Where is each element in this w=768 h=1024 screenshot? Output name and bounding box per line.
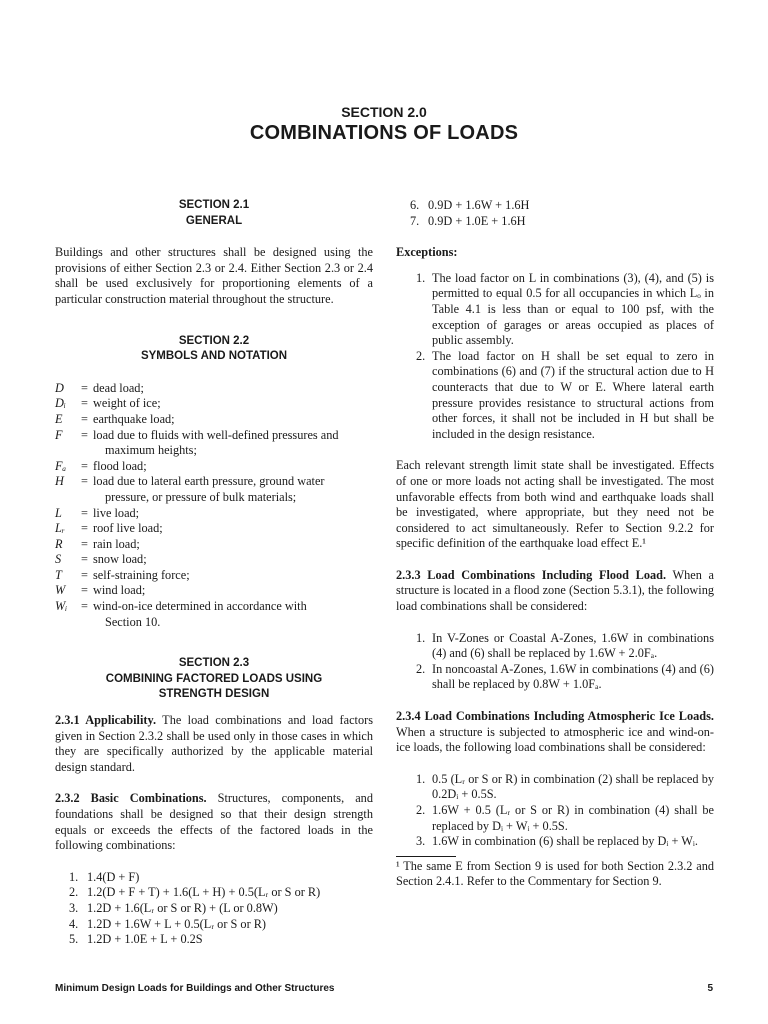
paragraph-2-3-1 <box>55 713 373 775</box>
section-2-3-title-line1: COMBINING FACTORED LOADS USING <box>105 672 323 685</box>
symbol-row <box>55 568 373 584</box>
symbol-definition <box>93 474 373 505</box>
symbol-row <box>55 583 373 599</box>
symbol-definition-text: earthquake load; <box>93 411 175 426</box>
symbol-row <box>55 506 373 522</box>
item-number: 2. <box>416 348 426 363</box>
item-text: 1.2(D + F + T) + 1.6(L + H) + 0.5(Lᵣ or S or R) <box>87 885 321 900</box>
right-column <box>396 198 714 890</box>
paragraph-2-3-1-body: The load combinations and load factors given in Section 2.3.2 shall be used only in those cases in which they are specifically authorized by the applicable material design standard. <box>55 713 374 774</box>
combination-item <box>55 870 373 886</box>
symbol: F <box>55 427 63 442</box>
page-header <box>0 103 768 145</box>
item-text: 0.9D + 1.6W + 1.6H <box>428 198 530 212</box>
equals-sign: = <box>81 505 88 520</box>
equals-sign: = <box>81 474 88 489</box>
combinations-list-continued <box>396 198 714 229</box>
page-number: 5 <box>707 983 713 994</box>
section-number: SECTION 2.0 <box>341 104 427 120</box>
item-text: 1.2D + 1.0E + L + 0.2S <box>87 932 203 947</box>
symbol-definition-continued: Section 10. <box>105 614 161 629</box>
symbol-definition-text: self-straining force; <box>93 567 190 582</box>
paragraph-2-3-3-heading: 2.3.3 Load Combinations Including Flood Load. <box>396 567 667 582</box>
exceptions-list <box>396 271 714 443</box>
item-number: 4. <box>69 916 79 931</box>
symbol-row <box>55 428 373 459</box>
symbol-definition-text: roof live load; <box>93 521 163 536</box>
exceptions-heading: Exceptions: <box>396 245 458 260</box>
symbol-definition-text: snow load; <box>93 552 147 567</box>
symbol: T <box>55 567 62 582</box>
symbol-definition <box>93 583 373 599</box>
symbol-definition <box>93 396 373 412</box>
equals-sign: = <box>81 521 88 536</box>
symbol-row <box>55 396 373 412</box>
symbol: L <box>55 505 62 520</box>
symbol: Dᵢ <box>55 396 66 411</box>
item-number: 2. <box>416 661 426 676</box>
equals-sign: = <box>81 552 88 567</box>
symbol-row <box>55 412 373 428</box>
limit-state-paragraph: Each relevant strength limit state shall be investigated. Effects of one or more loads not acting shall be investigated. The most unfavorable effects from both wind and earthquake loads shall be investigated, where appropriate, but they need not be considered to act simultaneously. Refer to Section 9.2.2 for specific definition of the earthquake load effect E.¹ <box>396 458 714 551</box>
item-text: The load factor on H shall be set equal to zero in combinations (6) and (7) if the structural action due to H counteracts that due to W or E. Where lateral earth pressure provides resistance to structural actions from other forces, it shall not be included in H but shall be included in the design resistance. <box>432 348 714 441</box>
paragraph-2-3-1-heading: 2.3.1 Applicability. <box>55 713 157 728</box>
paragraph-2-3-4-body: When a structure is subjected to atmospheric ice and wind-on-ice loads, the following load combinations shall be considered: <box>396 724 714 755</box>
equals-sign: = <box>81 583 88 598</box>
symbol-definition-text: dead load; <box>93 380 144 395</box>
ice-combinations-list <box>396 772 714 850</box>
paragraph-2-3-2-body: Structures, components, and foundations shall be designed so that their design strength equals or exceeds the effects of the factored loads in the following combinations: <box>55 791 373 853</box>
paragraph-2-3-3 <box>396 568 714 615</box>
combination-item <box>55 885 373 901</box>
equals-sign: = <box>81 411 88 426</box>
symbols-list <box>55 381 373 631</box>
item-text: In noncoastal A-Zones, 1.6W in combinations (4) and (6) shall be replaced by 0.8W + 1.0Fₐ. <box>432 661 714 692</box>
equals-sign: = <box>81 567 88 582</box>
section-2-2-title: SYMBOLS AND NOTATION <box>140 350 288 363</box>
section-2-1-number: SECTION 2.1 <box>178 199 250 211</box>
item-number: 6. <box>410 198 420 212</box>
ice-combination-item <box>396 834 714 850</box>
equals-sign: = <box>81 599 88 614</box>
footnote-divider <box>396 856 456 857</box>
symbol-definition <box>93 459 373 475</box>
item-number: 5. <box>69 932 79 947</box>
item-number: 1. <box>416 630 426 645</box>
page-footer <box>55 983 713 994</box>
symbol-definition <box>93 568 373 584</box>
ice-combination-item <box>396 803 714 834</box>
item-text: In V-Zones or Coastal A-Zones, 1.6W in combinations (4) and (6) shall be replaced by 1.6W + 2.0Fₐ. <box>432 630 714 661</box>
item-number: 3. <box>69 900 79 915</box>
symbol-definition-text: rain load; <box>93 536 140 551</box>
combination-item <box>55 917 373 933</box>
symbol-definition-text: load due to lateral earth pressure, ground water <box>93 474 325 489</box>
item-text: 1.6W in combination (6) shall be replaced by Dᵢ + Wᵢ. <box>432 834 698 849</box>
symbol-definition <box>93 412 373 428</box>
item-number: 2. <box>69 885 79 900</box>
symbol-definition-text: load due to fluids with well-defined pressures and <box>93 427 339 442</box>
paragraph-2-3-2 <box>55 791 373 853</box>
symbol: R <box>55 536 63 551</box>
symbol: D <box>55 380 64 395</box>
combinations-list <box>55 870 373 948</box>
symbol-definition <box>93 599 373 630</box>
section-2-3-number: SECTION 2.3 <box>178 657 250 670</box>
equals-sign: = <box>81 458 88 473</box>
paragraph-2-3-2-heading: 2.3.2 Basic Combinations. <box>55 791 207 806</box>
symbol-definition-text: wind load; <box>93 583 146 598</box>
symbol-row <box>55 381 373 397</box>
section-2-1-title: GENERAL <box>185 214 243 227</box>
left-column <box>55 198 373 948</box>
paragraph-2-3-4-heading: 2.3.4 Load Combinations Including Atmospheric Ice Loads. <box>396 709 714 724</box>
item-number: 1. <box>69 869 79 884</box>
page-title: COMBINATIONS OF LOADS <box>249 122 519 144</box>
symbol-row <box>55 599 373 630</box>
symbol: S <box>55 552 62 567</box>
footer-title: Minimum Design Loads for Buildings and Other Structures <box>55 983 335 994</box>
symbol-row <box>55 521 373 537</box>
symbol: E <box>55 411 63 426</box>
item-text: 1.2D + 1.6(Lᵣ or S or R) + (L or 0.8W) <box>87 900 278 915</box>
paragraph-2-3-4 <box>396 709 714 756</box>
item-number: 7. <box>410 213 420 228</box>
exception-item <box>396 271 714 349</box>
symbol-definition <box>93 506 373 522</box>
combination-item <box>55 901 373 917</box>
symbol-definition <box>93 428 373 459</box>
equals-sign: = <box>81 396 88 411</box>
item-text: 0.9D + 1.0E + 1.6H <box>428 213 526 228</box>
symbol: Fₐ <box>55 458 67 473</box>
combination-item <box>396 214 714 230</box>
symbol-definition <box>93 381 373 397</box>
item-number: 1. <box>416 270 426 285</box>
symbol-row <box>55 459 373 475</box>
symbol-definition-text: wind-on-ice determined in accordance with <box>93 599 307 614</box>
footnote: ¹ The same E from Section 9 is used for both Section 2.3.2 and Section 2.4.1. Refer to the Commentary for Section 9. <box>396 858 714 889</box>
flood-combination-item <box>396 662 714 693</box>
symbol-definition-text: weight of ice; <box>93 396 161 411</box>
item-number: 1. <box>416 771 426 786</box>
symbol-row <box>55 552 373 568</box>
item-text: 0.5 (Lᵣ or S or R) in combination (2) shall be replaced by 0.2Dᵢ + 0.5S. <box>432 771 714 802</box>
section-2-3-title-line2: STRENGTH DESIGN <box>158 688 270 701</box>
item-text: 1.4(D + F) <box>87 869 140 884</box>
ice-combination-item <box>396 772 714 803</box>
symbol-row <box>55 537 373 553</box>
symbol-definition-continued: maximum heights; <box>105 443 197 458</box>
flood-combinations-list <box>396 631 714 693</box>
symbol-definition <box>93 552 373 568</box>
equals-sign: = <box>81 536 88 551</box>
symbol-row <box>55 474 373 505</box>
symbol-definition-text: live load; <box>93 505 140 520</box>
symbol: W <box>55 583 66 598</box>
item-number: 2. <box>416 803 426 817</box>
equals-sign: = <box>81 380 88 395</box>
symbol-definition-text: flood load; <box>93 458 147 473</box>
paragraph-2-3-3-body: When a structure is located in a flood zone (Section 5.3.1), the following load combinations shall be considered: <box>396 567 714 614</box>
combination-item <box>55 932 373 948</box>
section-2-2-number: SECTION 2.2 <box>178 334 250 347</box>
symbol-definition <box>93 521 373 537</box>
item-text: 1.6W + 0.5 (Lᵣ or S or R) in combination (4) shall be replaced by Dᵢ + Wᵢ + 0.5S. <box>432 803 714 833</box>
flood-combination-item <box>396 631 714 662</box>
symbol: H <box>55 474 64 489</box>
exception-item <box>396 349 714 443</box>
item-number: 3. <box>416 834 426 849</box>
item-text: 1.2D + 1.6W + L + 0.5(Lᵣ or S or R) <box>87 916 267 931</box>
combination-item <box>396 198 714 214</box>
symbol: Lᵣ <box>55 521 65 536</box>
item-text: The load factor on L in combinations (3), (4), and (5) is permitted to equal 0.5 for all occupancies in which Lₒ in Table 4.1 is less than or equal to 100 psf, with the exception of garages or areas occupied as places of public assembly. <box>432 270 714 348</box>
equals-sign: = <box>81 427 88 442</box>
symbol-definition <box>93 537 373 553</box>
symbol: Wᵢ <box>55 599 68 614</box>
symbol-definition-continued: pressure, or pressure of bulk materials; <box>105 489 297 504</box>
section-2-1-body: Buildings and other structures shall be designed using the provisions of either Section 2.3 or 2.4. Either Section 2.3 or 2.4 shall be used exclusively for proportioning elements of a particular construction material throughout the structure. <box>55 245 373 306</box>
